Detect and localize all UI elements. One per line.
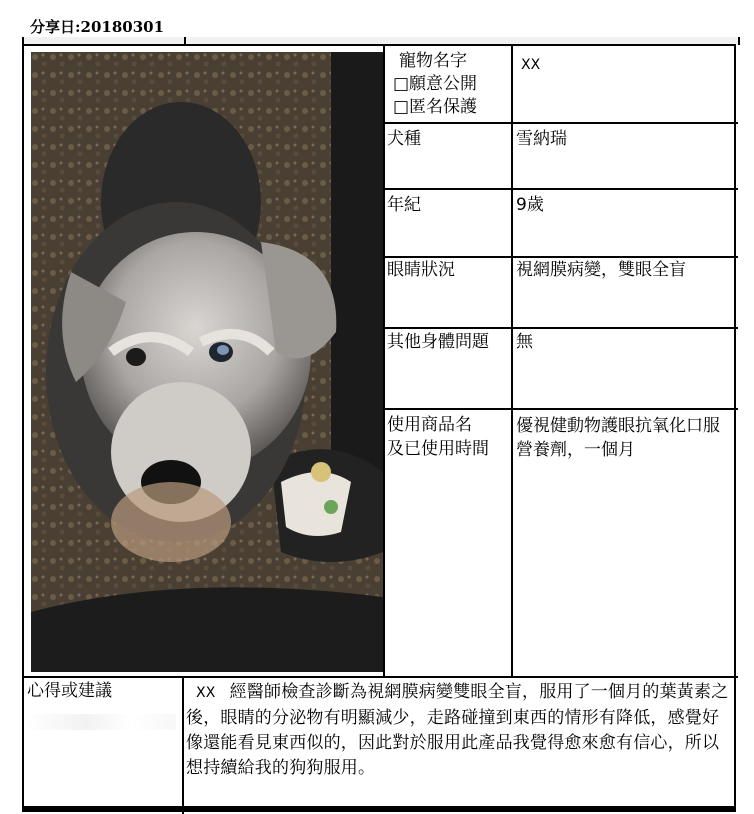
option-anonymous[interactable]: □匿名保護 bbox=[393, 97, 478, 117]
dog-photo bbox=[31, 52, 383, 672]
other-issues-value: 無 bbox=[516, 332, 533, 352]
breed-label: 犬種 bbox=[387, 129, 421, 149]
share-date: 分享日:20180301 bbox=[30, 18, 165, 36]
redacted-strip bbox=[26, 714, 176, 730]
product-label-line1: 使用商品名 bbox=[387, 415, 472, 435]
eye-condition-label: 眼睛狀況 bbox=[387, 260, 455, 280]
bottom-border bbox=[24, 806, 734, 812]
eye-condition-value: 視網膜病變，雙眼全盲 bbox=[516, 260, 686, 280]
row-line-4 bbox=[383, 327, 738, 329]
row-line-1 bbox=[383, 122, 738, 124]
row-line-2 bbox=[383, 188, 738, 190]
feedback-top-line bbox=[24, 676, 738, 678]
feedback-body: 經醫師檢查診斷為視網膜病變雙眼全盲，服用了一個月的葉黃素之後，眼睛的分泌物有明顯減少，走路碰撞到東西的情形有降低，感覺好像還能看見東西似的，因此對於服用此產品我覺得愈來愈有信心，所以想持續給我的狗狗服用。 bbox=[186, 682, 729, 778]
option-public[interactable]: □願意公開 bbox=[393, 74, 478, 94]
age-value: 9歲 bbox=[516, 195, 544, 215]
breed-value: 雪納瑞 bbox=[516, 129, 567, 149]
photo-right-border bbox=[383, 46, 385, 676]
other-issues-label: 其他身體問題 bbox=[387, 332, 489, 352]
pet-name-label: 寵物名字 bbox=[399, 51, 467, 71]
product-label-line2: 及已使用時間 bbox=[387, 439, 489, 459]
age-label: 年紀 bbox=[387, 195, 421, 215]
product-value: 優視健動物護眼抗氧化口服營養劑，一個月 bbox=[516, 416, 720, 460]
label-value-divider bbox=[511, 46, 513, 676]
feedback-text bbox=[186, 680, 734, 781]
row-line-3 bbox=[383, 256, 738, 258]
share-form bbox=[22, 44, 736, 812]
row-line-5 bbox=[383, 408, 738, 410]
feedback-divider bbox=[182, 676, 184, 814]
feedback-owner-name: XX bbox=[196, 685, 216, 701]
pet-name-value: XX bbox=[521, 57, 541, 73]
feedback-label: 心得或建議 bbox=[27, 681, 112, 701]
